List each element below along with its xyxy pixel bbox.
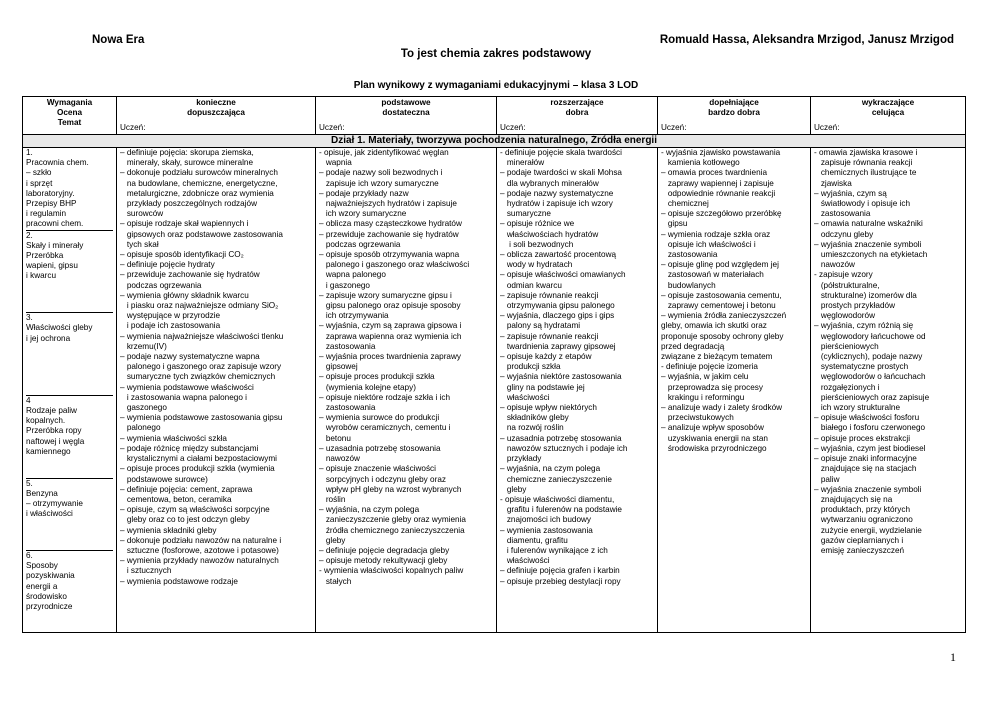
requirement-line: – wymienia składniki gleby xyxy=(120,525,217,535)
topic-line: Właściwości gleby xyxy=(26,323,93,333)
requirement-line: roślin xyxy=(319,494,346,504)
requirement-line: – uzasadnia potrzebę stosowania xyxy=(319,443,441,453)
requirement-line: pierścieniowych oraz zapisuje xyxy=(814,392,930,402)
requirement-line: sztuczne (fosforowe, azotowe i potasowe) xyxy=(120,545,279,555)
topic-line: 6. xyxy=(26,550,33,560)
konieczne-cell xyxy=(117,148,316,633)
requirement-line: przykłady poszczególnych rodzajów xyxy=(120,199,257,209)
topic-block xyxy=(26,312,113,395)
authors: Romuald Hassa, Aleksandra Mrzigod, Janusz Mrzigod xyxy=(659,34,954,46)
requirement-line: – podaje twardości w skali Mohsa xyxy=(500,168,622,178)
topic-line: Pracownia chem. xyxy=(26,158,89,168)
topic-line: i kwarcu xyxy=(26,271,57,281)
requirement-line: – zapisuje równanie reakcji xyxy=(500,331,599,341)
requirement-line: odmian kwarcu xyxy=(500,280,562,290)
requirement-line: – opisuje metody rekultywacji gleby xyxy=(319,556,448,566)
requirement-line: – wymienia właściwości szkła xyxy=(120,433,227,443)
requirement-line: – wymienia źródła zanieczyszczeń xyxy=(661,311,787,321)
requirement-line: - opisuje, jak zidentyfikować węglan xyxy=(319,148,449,157)
spacer xyxy=(26,385,113,395)
requirement-line: sorpcyjnych i odczynu gleby oraz xyxy=(319,474,446,484)
requirement-line: twardnienia zaprawy gipsowej xyxy=(500,341,616,351)
requirement-line: zastosowania xyxy=(319,403,376,413)
requirement-line: gleby xyxy=(319,535,346,545)
requirement-line: krystalicznymi a ciałami bezpostaciowymi xyxy=(120,454,277,464)
page-number: 1 xyxy=(950,650,956,664)
requirement-line: światłowody i opisuje ich xyxy=(814,199,911,209)
topic-line: 5. xyxy=(26,478,33,488)
topic-line: przyrodnicze xyxy=(26,601,73,611)
requirement-line: – definiuje pojęcie degradacja gleby xyxy=(319,545,450,555)
requirement-line: – podaje nazwy systematyczne xyxy=(500,188,614,198)
requirement-line: sumaryczne tych związków chemicznych xyxy=(120,372,276,382)
topic-line: 2. xyxy=(26,230,33,240)
requirement-line: znajdujące się na stacjach xyxy=(814,464,917,474)
requirement-line: wody w hydratach xyxy=(500,260,573,270)
requirement-line: – podaje nazwy soli bezwodnych i xyxy=(319,168,443,178)
requirement-line: - wyjaśnia zjawisko powstawania xyxy=(661,148,781,157)
requirement-line: ich wzory sumaryczne xyxy=(319,209,407,219)
requirement-line: przed degradacją xyxy=(661,341,725,351)
requirement-line: gliny na podstawie jej xyxy=(500,382,585,392)
requirement-line: wapna palonego xyxy=(319,270,386,280)
requirement-line: zaprawa wapienna oraz wymienia ich xyxy=(319,331,462,341)
topic-line: kamiennego xyxy=(26,446,71,456)
column-header-rozszerzajace: rozszerzające dobra Uczeń: xyxy=(497,97,658,135)
requirement-line: zastosowań w materiałach xyxy=(661,270,764,280)
requirement-line: – opisuje proces ekstrakcji xyxy=(814,433,911,443)
requirement-line: – omawia proces twardnienia xyxy=(661,168,768,178)
requirement-line: – opisuje różnice we xyxy=(500,219,575,229)
requirement-line: – wymienia przykłady nawozów naturalnych xyxy=(120,556,279,566)
requirements-table xyxy=(22,96,966,633)
column-header-wykraczajace: wykraczające celująca Uczeń: xyxy=(811,97,966,135)
requirement-line: – wymienia surowce do produkcji xyxy=(319,413,440,423)
column-header-topic: Wymagania Ocena Temat xyxy=(23,97,117,135)
topic-line: Rodzaje paliw xyxy=(26,406,77,416)
requirement-line: gaszonego xyxy=(120,403,167,413)
requirement-line: – opisuje właściwości omawianych xyxy=(500,270,626,280)
requirement-line: – zapisuje wzory sumaryczne gipsu i xyxy=(319,290,452,300)
topic-block xyxy=(26,148,113,230)
spacer xyxy=(26,344,113,354)
requirement-line: – wyjaśnia, czym są zaprawa gipsowa i xyxy=(319,321,462,331)
requirement-line: zastosowania xyxy=(814,209,871,219)
requirement-line: i sztucznych xyxy=(120,566,172,576)
requirement-line: – opisuje wpływ niektórych xyxy=(500,403,597,413)
topic-line: – otrzymywanie xyxy=(26,498,83,508)
spacer xyxy=(26,467,113,477)
spacer xyxy=(26,374,113,384)
requirement-line: ich otrzymywania xyxy=(319,311,389,321)
requirement-line: – opisuje każdy z etapów xyxy=(500,352,592,362)
requirement-line: - opisuje właściwości diamentu, xyxy=(500,494,615,504)
requirement-line: cementowa, beton, ceramika xyxy=(120,494,232,504)
requirement-line: najważniejszych hydratów i zapisuje xyxy=(319,199,457,209)
requirement-line: gleby, omawia ich skutki oraz xyxy=(661,321,767,331)
requirement-line: – wymienia główny składnik kwarcu xyxy=(120,290,249,300)
requirement-line: nawozów sztucznych i podaje ich xyxy=(500,443,628,453)
requirement-line: na budowlane, chemiczne, energetyczne, xyxy=(120,178,278,188)
topic-line: wapieni, gipsu xyxy=(26,261,78,271)
requirement-line: właściwości xyxy=(500,392,550,402)
requirement-line: – analizuje wady i zalety środków xyxy=(661,403,783,413)
requirement-line: gleby xyxy=(500,484,527,494)
requirement-line: - wymienia właściwości kopalnych paliw xyxy=(319,566,464,576)
requirement-line: krzemu(IV) xyxy=(120,341,167,351)
topic-line: laboratoryjny. xyxy=(26,188,75,198)
requirement-line: uzyskiwania energii na stan xyxy=(661,433,768,443)
requirement-line: krakingu i reformingu xyxy=(661,392,745,402)
topic-block xyxy=(26,395,113,478)
requirement-line: ich wzory strukturalne xyxy=(814,403,900,413)
topic-line: i regulamin xyxy=(26,209,67,219)
requirement-line: – wyjaśnia, czym są xyxy=(814,188,887,198)
requirement-line: właściwości xyxy=(500,556,550,566)
requirement-line: - zapisuje wzory xyxy=(814,270,873,280)
requirement-line: – wymienia podstawowe zastosowania gipsu xyxy=(120,413,283,423)
topic-line: energii a xyxy=(26,581,58,591)
requirement-line: zanieczyszczenie gleby oraz wymienia xyxy=(319,515,466,525)
requirement-line: gipsowych oraz podstawowe zastosowania xyxy=(120,229,283,239)
requirement-line: zaprawy cementowej i betonu xyxy=(661,301,776,311)
requirement-line: – zapisuje równanie reakcji xyxy=(500,290,599,300)
topic-line: Skały i minerały xyxy=(26,240,84,250)
requirement-line: – opisuje znaki informacyjne xyxy=(814,454,917,464)
requirement-line: – wyjaśnia znaczenie symboli xyxy=(814,484,922,494)
requirement-line: dla wybranych minerałów xyxy=(500,178,599,188)
requirement-line: zapisuje ich wzory sumaryczne xyxy=(319,178,439,188)
requirement-line: paliw xyxy=(814,474,840,484)
wykraczajace-cell xyxy=(811,148,966,633)
spacer xyxy=(26,530,113,540)
topic-block xyxy=(26,550,113,612)
requirement-line: – omawia naturalne wskaźniki xyxy=(814,219,923,229)
requirement-line: wyrobów ceramicznych, cementu i xyxy=(319,423,451,433)
requirement-line: – wyjaśnia niektóre zastosowania xyxy=(500,372,622,382)
requirement-line: opisuje ich właściwości i xyxy=(661,239,756,249)
spacer xyxy=(26,540,113,550)
requirement-line: umieszczonych na etykietach xyxy=(814,250,928,260)
requirement-line: zużycie energii, wydzielanie xyxy=(814,525,922,535)
requirement-line: pierścieniowych xyxy=(814,341,879,351)
topic-line: i sprzęt xyxy=(26,178,53,188)
requirement-line: – opisuje właściwości fosforu xyxy=(814,413,920,423)
requirement-line: (półstrukturalne, xyxy=(814,280,880,290)
requirement-line: – podaje przykłady nazw xyxy=(319,188,409,198)
topic-line: Przeróbka ropy xyxy=(26,426,82,436)
requirement-line: palonego i gaszonego oraz właściwości xyxy=(319,260,470,270)
requirement-line: – wymienia rodzaje szkła oraz xyxy=(661,229,771,239)
requirement-line: gipsu xyxy=(661,219,688,229)
column-header-podstawowe: podstawowe dostateczna Uczeń: xyxy=(316,97,497,135)
requirement-line: rozgałęzionych i xyxy=(814,382,880,392)
rozszerzajace-cell xyxy=(497,148,658,633)
requirement-line: zapisuje równania reakcji xyxy=(814,158,913,168)
requirement-line: – oblicza zawartość procentową xyxy=(500,250,617,260)
requirement-line: – opisuje rodzaje skał wapiennych i xyxy=(120,219,249,229)
requirement-line: składników gleby xyxy=(500,413,569,423)
requirement-line: – przewiduje zachowanie się hydratów xyxy=(120,270,260,280)
requirement-line: – wyjaśnia, w jakim celu xyxy=(661,372,749,382)
requirement-line: – opisuje niektóre rodzaje szkła i ich xyxy=(319,392,451,402)
requirement-line: prostych przykładów xyxy=(814,301,895,311)
requirement-line: – opisuje przebieg destylacji ropy xyxy=(500,576,621,586)
requirement-line: – uzasadnia potrzebę stosowania xyxy=(500,433,622,443)
requirement-line: palonego i gaszonego oraz zapisuje wzory xyxy=(120,362,282,372)
requirement-line: zjawiska xyxy=(814,178,852,188)
topic-line: pozyskiwania xyxy=(26,571,75,581)
spacer xyxy=(26,354,113,364)
requirement-line: podstawowe surowce) xyxy=(120,474,208,484)
requirement-line: – definiuje pojęcie hydraty xyxy=(120,260,215,270)
requirement-line: palonego xyxy=(120,423,161,433)
requirement-line: – opisuje, czym są właściwości sorpcyjne xyxy=(120,505,270,515)
requirement-line: – oblicza masy cząsteczkowe hydratów xyxy=(319,219,462,229)
requirement-line: emisję zanieczyszczeń xyxy=(814,545,905,555)
topic-line: 4 xyxy=(26,395,31,405)
requirement-line: minerały, skały, surowce mineralne xyxy=(120,158,254,168)
requirement-line: – podaje różnicę między substancjami xyxy=(120,443,259,453)
requirement-line: gazów cieplarnianych i xyxy=(814,535,904,545)
requirement-line: - definiuje pojęcie skala twardości xyxy=(500,148,622,157)
topic-line: Benzyna xyxy=(26,488,58,498)
topic-line: 3. xyxy=(26,313,33,323)
requirement-line: proponuje sposoby ochrony gleby xyxy=(661,331,784,341)
requirement-line: – podaje nazwy systematyczne wapna xyxy=(120,352,260,362)
document-title: To jest chemia zakres podstawowy xyxy=(400,48,592,60)
requirement-line: gipsu palonego oraz opisuje sposoby xyxy=(319,301,461,311)
requirement-line: – wyjaśnia, na czym polega xyxy=(500,464,601,474)
requirement-line: otrzymywania gipsu palonego xyxy=(500,301,615,311)
requirement-line: chemicznej xyxy=(661,199,709,209)
requirement-line: znajdujących się na xyxy=(814,494,893,504)
requirement-line: i gaszonego xyxy=(319,280,370,290)
requirement-line: grafitu i fulerenów na podstawie xyxy=(500,505,622,515)
requirement-line: źródła chemicznego zanieczyszczenia xyxy=(319,525,465,535)
requirement-line: znajomości ich budowy xyxy=(500,515,592,525)
requirement-line: - definiuje pojęcie izomeria xyxy=(661,362,758,372)
spacer xyxy=(26,282,113,292)
requirement-line: białego i fosforu czerwonego xyxy=(814,423,926,433)
requirement-line: odpowiednie równanie reakcji xyxy=(661,188,776,198)
requirement-line: środowiska przyrodniczego xyxy=(661,443,767,453)
requirement-line: (wymienia kolejne etapy) xyxy=(319,382,416,392)
requirement-line: występujące w przyrodzie xyxy=(120,311,221,321)
document-subtitle: Plan wynikowy z wymaganiami edukacyjnymi – klasa 3 LOD xyxy=(353,80,639,91)
requirement-line: przeprowadza się procesy xyxy=(661,382,763,392)
requirement-line: związane z bieżącym tematem xyxy=(661,352,773,362)
spacer xyxy=(26,519,113,529)
requirement-line: podczas ogrzewania xyxy=(120,280,202,290)
requirement-line: – wyjaśnia, czym różnią się xyxy=(814,321,914,331)
requirement-line: na rozwój roślin xyxy=(500,423,564,433)
requirement-line: nawozów xyxy=(319,454,360,464)
requirement-line: – opisuje glinę pod względem jej xyxy=(661,260,779,270)
requirement-line: – przewiduje zachowanie się hydratów xyxy=(319,229,459,239)
requirement-line: – wyjaśnia proces twardnienia zaprawy xyxy=(319,352,461,362)
requirement-line: odczynu gleby xyxy=(814,229,874,239)
topic-block xyxy=(26,230,113,313)
requirement-line: zastosowania xyxy=(319,341,376,351)
topic-line: i właściwości xyxy=(26,509,73,519)
topic-line: pracowni chem. xyxy=(26,219,84,229)
requirement-line: – dokonuje podziału nawozów na naturalne i xyxy=(120,535,282,545)
requirement-line: – analizuje wpływ sposobów xyxy=(661,423,764,433)
requirement-line: – opisuje proces produkcji szkła (wymienia xyxy=(120,464,275,474)
requirement-line: – definiuje pojęcia: skorupa ziemska, xyxy=(120,148,254,157)
requirement-line: – wymienia zastosowania xyxy=(500,525,593,535)
section-row xyxy=(23,135,966,148)
spacer xyxy=(26,292,113,302)
requirement-line: sumaryczne xyxy=(500,209,551,219)
topic-line: Sposoby xyxy=(26,561,58,571)
topic-line: naftowej i węgla xyxy=(26,436,85,446)
requirement-line: stałych xyxy=(319,576,352,586)
requirement-line: chemicznych ilustrujące te xyxy=(814,168,917,178)
topic-block xyxy=(26,478,113,550)
spacer xyxy=(26,364,113,374)
topic-line: i jej ochrona xyxy=(26,333,71,343)
header-row xyxy=(23,97,966,135)
requirement-line: – wymienia podstawowe rodzaje xyxy=(120,576,238,586)
requirement-line: węglowodory łańcuchowe od xyxy=(814,331,926,341)
requirement-line: tych skał xyxy=(120,239,159,249)
requirement-line: – opisuje szczegółowo przeróbkę xyxy=(661,209,782,219)
spacer xyxy=(26,457,113,467)
requirement-line: i piasku oraz najważniejsze odmiany SiO₂ xyxy=(120,301,279,311)
requirement-line: diamentu, grafitu xyxy=(500,535,568,545)
requirement-line: palony są hydratami xyxy=(500,321,581,331)
requirement-line: przeciwstukowych xyxy=(661,413,734,423)
requirement-line: – opisuje znaczenie właściwości xyxy=(319,464,436,474)
requirement-line: – wymienia podstawowe właściwości xyxy=(120,382,254,392)
requirement-line: wapnia xyxy=(319,158,352,168)
requirement-line: – opisuje sposób otrzymywania wapna xyxy=(319,250,460,260)
requirement-line: – dokonuje podziału surowców mineralnych xyxy=(120,168,278,178)
topic-line: 1. xyxy=(26,148,33,157)
requirement-line: przykłady xyxy=(500,454,542,464)
topic-line: – szkło xyxy=(26,168,52,178)
requirement-line: surowców xyxy=(120,209,164,219)
requirement-line: produktach, przy których xyxy=(814,505,911,515)
requirement-line: - omawia zjawiska krasowe i xyxy=(814,148,918,157)
column-header-dopelniajace: dopełniające bardzo dobra Uczeń: xyxy=(658,97,811,135)
topic-line: Przeróbka xyxy=(26,251,64,261)
requirement-line: metalurgiczne, zdobnicze oraz wymienia xyxy=(120,188,274,198)
requirement-line: – wyjaśnia znaczenie symboli xyxy=(814,239,922,249)
requirement-line: gleby oraz co to jest odczyn gleby xyxy=(120,515,250,525)
requirement-line: i fulerenów wynikające z ich xyxy=(500,545,608,555)
publisher: Nowa Era xyxy=(92,34,145,46)
requirement-line: i soli bezwodnych xyxy=(500,239,574,249)
requirement-line: betonu xyxy=(319,433,351,443)
topics-cell xyxy=(23,148,117,633)
requirement-line: właściwościach hydratów xyxy=(500,229,599,239)
requirement-line: – definiuje pojęcia grafen i karbin xyxy=(500,566,620,576)
requirement-line: kamienia kotłowego xyxy=(661,158,740,168)
dopelniajace-cell xyxy=(658,148,811,633)
requirement-line: węglowodorów xyxy=(814,311,875,321)
requirement-line: produkcji szkła xyxy=(500,362,561,372)
content-row xyxy=(23,148,966,633)
requirement-line: wytwarzaniu ograniczono xyxy=(814,515,913,525)
requirement-line: wpływ pH gleby na wzrost wybranych xyxy=(319,484,462,494)
topic-line: Przepisy BHP xyxy=(26,199,77,209)
podstawowe-cell xyxy=(316,148,497,633)
requirement-line: systematyczne prostych xyxy=(814,362,909,372)
requirement-line: zastosowania xyxy=(661,250,718,260)
requirement-line: – opisuje zastosowania cementu, xyxy=(661,290,782,300)
requirement-line: – opisuje proces produkcji szkła xyxy=(319,372,435,382)
requirement-line: i podaje ich zastosowania xyxy=(120,321,221,331)
section-title: Dział 1. Materiały, tworzywa pochodzenia naturalnego, Źródła energii xyxy=(23,135,966,148)
requirement-line: hydratów i zapisuje ich wzory xyxy=(500,199,613,209)
requirement-line: zaprawy wapiennej i zapisuje xyxy=(661,178,774,188)
requirement-line: strukturalne) izomerów dla xyxy=(814,290,917,300)
requirement-line: budowlanych xyxy=(661,280,716,290)
requirement-line: – wyjaśnia, na czym polega xyxy=(319,505,420,515)
requirement-line: – wyjaśnia, czym jest biodiesel xyxy=(814,443,926,453)
requirement-line: gipsowej xyxy=(319,362,358,372)
spacer xyxy=(26,302,113,312)
requirement-line: – wymienia najważniejsze właściwości tlenku xyxy=(120,331,284,341)
requirement-line: (cyklicznych), podaje nazwy xyxy=(814,352,923,362)
requirement-line: minerałów xyxy=(500,158,545,168)
requirement-line: – opisuje sposób identyfikacji CO₂ xyxy=(120,250,244,260)
column-header-konieczne: konieczne dopuszczająca Uczeń: xyxy=(117,97,316,135)
requirement-line: podczas ogrzewania xyxy=(319,239,401,249)
topic-line: środowisko xyxy=(26,591,67,601)
requirement-line: – wyjaśnia, dlaczego gips i gips xyxy=(500,311,615,321)
requirement-line: nawozów xyxy=(814,260,855,270)
requirement-line: – definiuje pojęcia: cement, zaprawa xyxy=(120,484,253,494)
topic-line: kopalnych. xyxy=(26,416,66,426)
requirement-line: chemiczne zanieczyszczenie xyxy=(500,474,612,484)
requirement-line: i zastosowania wapna palonego i xyxy=(120,392,247,402)
requirement-line: węglowodorów o łańcuchach xyxy=(814,372,926,382)
